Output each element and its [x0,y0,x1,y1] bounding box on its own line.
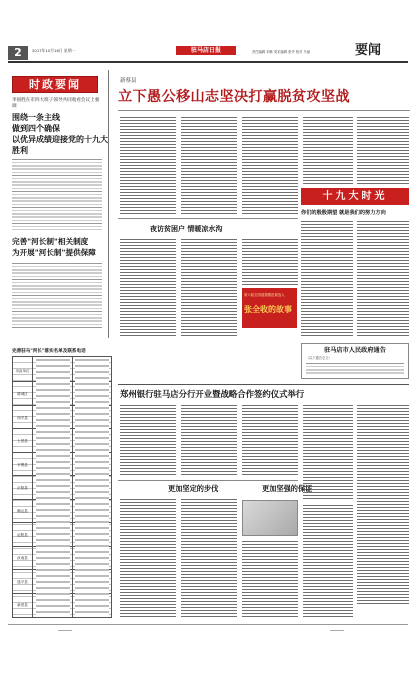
sidebar-headline: 你们的殷殷期望 就是我们的努力方向 [301,210,386,216]
table-cells-2 [75,358,109,616]
story2-col-2 [181,238,237,338]
notice-title: 驻马店市人民政府通告 [324,347,386,354]
header-rule [8,61,408,63]
story3-col-1 [120,404,176,476]
top-story-col-2 [181,116,237,216]
feature-headline: 张全收的故事 [244,304,292,314]
sidebar-body-1 [301,220,353,338]
story5-headline: 更加坚强的保证 [262,484,313,493]
story2-rule-top [118,218,298,219]
story4-headline: 更加坚定的步伐 [168,484,219,493]
story4-col-1 [120,498,176,618]
table-group-label: 上蔡县 [17,439,28,444]
feature-kicker: 第六届全国道德模范候选人 [244,293,285,297]
brief1-headline-4: 胜利 [12,145,28,155]
story3-col-5 [357,404,409,604]
table-group-label: 市直单位 [15,368,30,373]
story2-col-1 [120,238,176,338]
story3-col-3 [242,404,298,476]
date-line: 2017年10月16日 星期一 [32,48,76,53]
editor-line: 责任编辑 刘林 美术编辑 张华 校对 马丽 [252,50,310,54]
top-story-col-5 [357,116,409,184]
top-story-kicker: 新蔡县 [120,78,137,84]
story3-col-2 [181,404,237,476]
bottom-rule [8,624,408,625]
brief2-body [12,262,102,330]
left-rule-1 [108,70,109,338]
story5-col-1 [242,540,298,618]
notice-body [306,362,404,376]
table-group-label: 正阳县 [17,486,28,490]
story2-headline: 夜访贫困户 情暖凉水沟 [150,224,223,233]
left-column-title: 时政要闻 [29,78,81,91]
table-group-label: 汝南县 [17,556,28,561]
bottom-ornament-left [58,626,72,631]
top-story-headline: 立下愚公移山志坚决打赢脱贫攻坚战 [118,89,350,105]
brief1-body [12,158,102,230]
story5-image [242,500,298,536]
top-story-col-4 [303,116,353,184]
masthead: 驻马店日报 [176,46,236,55]
table-col-divider [32,356,33,618]
table-title: 完善驻马"河长"落实名单及联系电话 [12,349,86,354]
headline-rule [118,110,410,111]
table-group-label: 确山县 [17,509,28,514]
brief2-headline-2: 为开展"河长制"提供保障 [12,248,96,257]
story3-rule-top [118,384,409,385]
table-cells [36,358,70,616]
table-col-divider-2 [72,356,73,618]
bottom-ornament-right [330,626,344,631]
table-group-label: 西平县 [17,415,28,420]
brief1-headline-1: 围绕一条主线 [12,112,60,122]
brief1-title: 李国胜在市四大班子领导共同收看会议上强调 [12,98,100,109]
sidebar-section-title: 十九大时光 [322,191,388,202]
table-group-label: 遂平县 [17,579,28,584]
story3-headline: 郑州银行驻马店分行开业暨战略合作签约仪式举行 [120,389,305,399]
top-story-col-3 [242,116,298,216]
notice-line: （以下通告全文） [306,356,332,360]
table-group-label: 泌阳县 [17,532,28,537]
story5-col-2 [303,504,353,618]
brief1-headline-2: 做到四个确保 [12,123,60,133]
page-number-box: 2 [8,46,28,60]
section-name: 要闻 [355,43,382,58]
brief2-headline-1: 完善"河长制"相关制度 [12,237,89,246]
table-group-label: 新蔡县 [17,603,28,608]
brief1-headline-3: 以优异成绩迎接党的十九大 [12,134,108,144]
table-group-label: 平舆县 [17,462,28,467]
sidebar-body-2 [357,220,409,338]
table-group-label: 驿城区 [17,392,28,397]
story4-rule-top [118,480,298,481]
story2-col-3 [242,238,298,286]
story4-col-2 [181,498,237,618]
top-story-col-1 [120,116,176,216]
